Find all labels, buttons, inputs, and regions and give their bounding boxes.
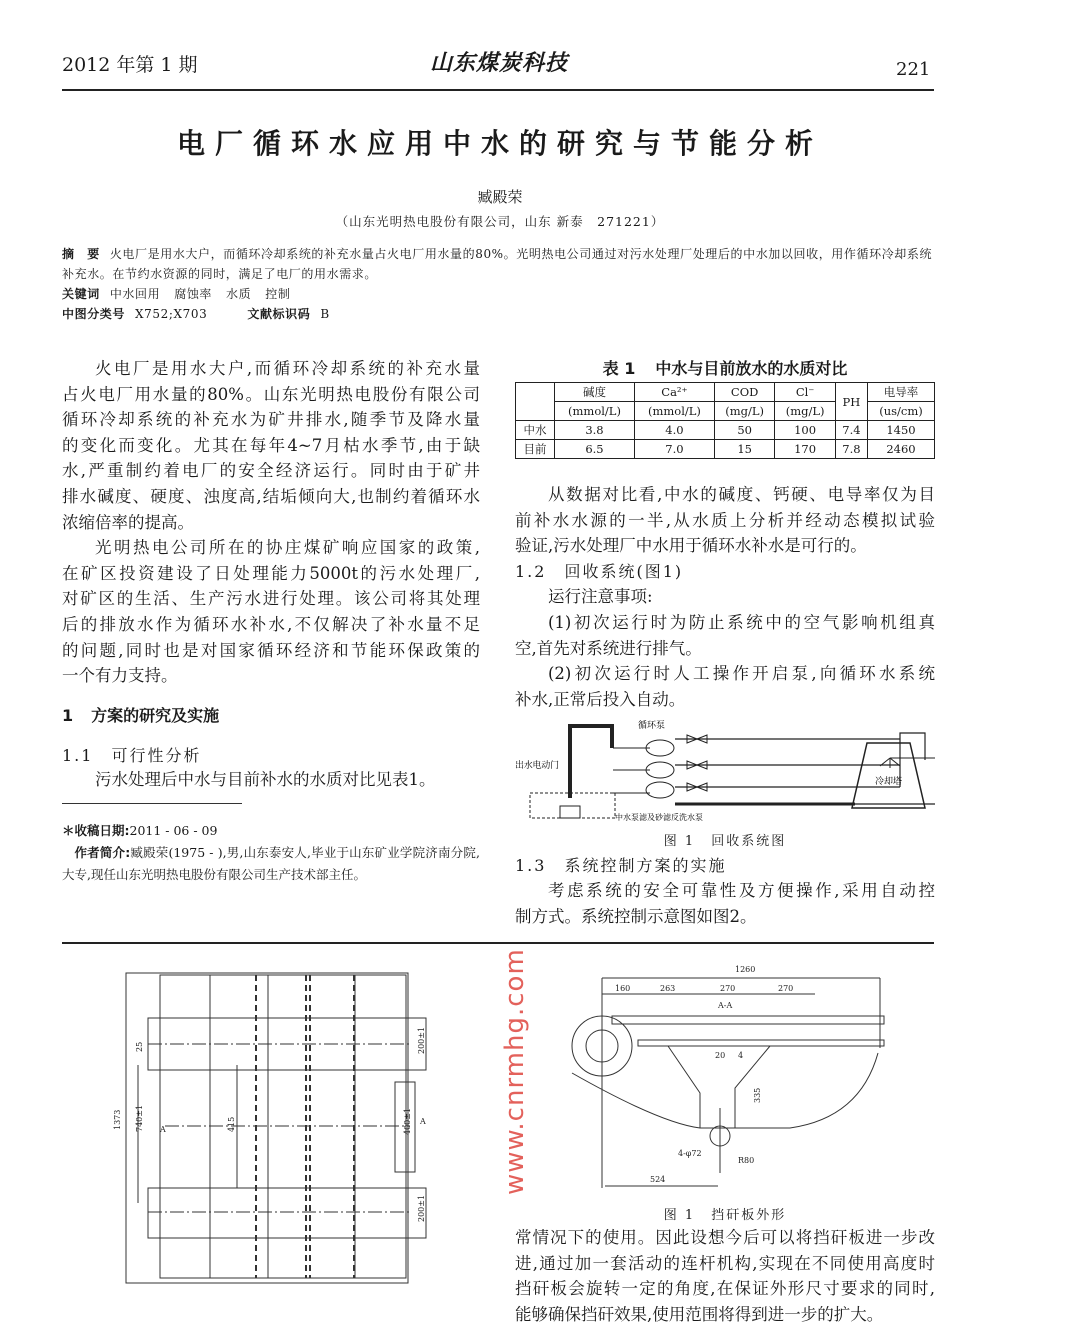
cell: 170 <box>775 440 835 459</box>
journal-logo: 山东煤炭科技 <box>430 51 569 76</box>
section-1-1-text <box>62 767 480 793</box>
text-line: (2)初次运行时人工操作开启泵,向循环水系统 <box>548 664 935 684</box>
column-unit: (mmol/L) <box>555 402 635 421</box>
figure-caption-baffle <box>515 1204 935 1223</box>
text-line: 能够确保挡矸效果,使用范围将得到进一步的扩大。 <box>515 1304 884 1324</box>
keyword: 控制 <box>265 287 291 301</box>
section-1-heading <box>62 703 219 726</box>
text-line: 对矿区的生活、生产污水进行处理。该公司将其处理 <box>62 589 480 609</box>
received-date <box>62 820 480 842</box>
text-line: 的问题,同时也是对国家循环经济和节能环保政策的 <box>62 640 480 660</box>
cell: 3.8 <box>555 421 635 440</box>
baffle-profile-drawing <box>560 958 920 1198</box>
notes-title: 运行注意事项: <box>548 587 653 607</box>
text-line: 考虑系统的安全可靠性及方便操作,采用自动控 <box>548 881 935 900</box>
text-line: 水,严重制约着电厂的安全经济运行。同时由于矿井 <box>62 461 480 481</box>
received-value: 2011 - 06 - 09 <box>129 823 218 838</box>
dimension-label: 524 <box>650 1175 666 1184</box>
section-number: 1.2 <box>515 561 547 581</box>
figure-label: 图 1 <box>663 834 696 849</box>
text-line: 循环冷却系统的补充水为矿井排水,随季节及降水量 <box>62 410 480 430</box>
section-label: A-A <box>718 1001 733 1010</box>
clc-code: X752;X703 <box>135 307 208 321</box>
section-1-1-heading <box>62 743 201 766</box>
text-line: (1)初次运行时为防止系统中的空气影响机组真 <box>548 612 935 632</box>
column-unit: (mg/L) <box>775 402 835 421</box>
classification <box>62 304 937 324</box>
keyword: 腐蚀率 <box>174 287 213 301</box>
text-line: 在矿区投资建设了日处理能力5000t的污水处理厂, <box>62 563 480 583</box>
text-line: 前补水水源的一半,从水质上分析并经动态模拟试验 <box>515 510 935 530</box>
column-header: 碱度 <box>555 383 635 402</box>
keyword: 中水回用 <box>109 287 161 301</box>
text-line: 常情况下的使用。因此设想今后可以将挡矸板进一步改 <box>515 1228 935 1247</box>
column-unit: (mmol/L) <box>634 402 714 421</box>
figure-label: 图 1 <box>663 1208 696 1223</box>
cell: 4.0 <box>634 421 714 440</box>
table-row <box>516 440 935 459</box>
received-label: ＊收稿日期: <box>62 823 130 838</box>
text-line: 的变化而变化。尤其在每年4~7月枯水季节,由于缺 <box>62 435 480 455</box>
text-line: 进,通过加一套活动的连杆机构,实现在不同使用高度时 <box>515 1253 935 1273</box>
affiliation: （山东光明热电股份有限公司，山东 新泰 271221） <box>335 214 665 229</box>
pump-label: 循环泵 <box>638 721 666 731</box>
section-number: 1.3 <box>515 856 547 875</box>
text-line: 一个有力支持。 <box>62 666 178 686</box>
weld-label: 4 <box>738 1051 744 1060</box>
abstract-block <box>62 244 937 324</box>
section-1-2-heading <box>515 559 935 585</box>
text-line: 挡矸板会旋转一定的角度,在保证外形尺寸要求的同时, <box>515 1279 935 1299</box>
pump-box <box>560 806 580 818</box>
dimension-label: 335 <box>753 1087 762 1103</box>
column-header: PH <box>835 383 867 421</box>
issue-label: 2012 年第 1 期 <box>62 54 198 76</box>
clc-label: 中图分类号 <box>62 307 126 321</box>
doc-code: B <box>320 307 330 321</box>
table-title <box>515 356 935 379</box>
bio-text: 臧殿荣(1975 - ),男,山东泰安人,毕业于山东矿业学院济南分院,大专,现任山东光明热电股份有限公司生产技术部主任。 <box>62 845 480 882</box>
footnote <box>62 820 480 886</box>
author-bio <box>62 842 480 886</box>
section-title: 方案的研究及实施 <box>91 706 220 725</box>
text-line: 占火电厂用水量的80%。山东光明热电股份有限公司 <box>62 384 480 404</box>
left-body <box>62 356 480 689</box>
dimension-label: 400±1 <box>403 1107 412 1135</box>
table-row <box>516 421 935 440</box>
dimension-label: 1260 <box>735 965 756 974</box>
dimension-label: 740±1 <box>135 1104 144 1132</box>
section-title: 系统控制方案的实施 <box>564 856 727 875</box>
text-line: 后的排放水作为循环水补水,不仅解决了补水量不足 <box>62 614 480 634</box>
section-1-3-heading <box>515 853 726 876</box>
text-line: 浓缩倍率的提高。 <box>62 512 194 532</box>
bottom-text <box>515 1225 935 1327</box>
dimension-label: 4-φ72 <box>678 1149 702 1158</box>
table-unit-row <box>516 402 935 421</box>
section-marker: A <box>160 1125 166 1134</box>
dimension-label: R80 <box>738 1156 755 1165</box>
dimension-label: 200±1 <box>417 1026 426 1054</box>
text-line: 光明热电公司所在的协庄煤矿响应国家的政策, <box>95 538 480 558</box>
keyword: 水质 <box>226 287 252 301</box>
cell: 15 <box>714 440 774 459</box>
abstract <box>62 244 937 284</box>
pump-icon <box>646 782 674 798</box>
water-quality-table <box>515 382 935 459</box>
dimension-label: 415 <box>227 1116 236 1132</box>
page-number: 221 <box>896 59 931 80</box>
column-unit: (mg/L) <box>714 402 774 421</box>
table-corner <box>516 383 555 421</box>
dimension-label: 200±1 <box>417 1194 426 1222</box>
figure-caption: 回收系统图 <box>711 834 787 849</box>
dimension-label: 263 <box>660 984 676 993</box>
column-header: Cl⁻ <box>775 383 835 402</box>
cooling-tower <box>852 743 925 808</box>
dimension-label: 270 <box>720 984 736 993</box>
footnote-rule <box>62 803 242 804</box>
dimension-label: 270 <box>778 984 794 993</box>
row-label: 中水 <box>516 421 555 440</box>
section-rule <box>62 942 934 944</box>
section-title: 回收系统(图1) <box>564 561 684 581</box>
watermark: www.cnrmhg.com <box>500 948 530 1195</box>
cell: 50 <box>714 421 774 440</box>
column-header: Ca²⁺ <box>634 383 714 402</box>
doc-code-label: 文献标识码 <box>247 307 311 321</box>
text-line: 火电厂是用水大户,而循环冷却系统的补充水量 <box>95 359 480 378</box>
figure-caption: 挡矸板外形 <box>711 1208 787 1223</box>
figure-1-caption <box>515 830 935 849</box>
weld-label: 20 <box>715 1051 726 1060</box>
valve-icon <box>687 735 707 791</box>
text-line: 从数据对比看,中水的碱度、钙硬、电导率仅为目 <box>548 485 935 504</box>
section-number: 1.1 <box>62 746 94 765</box>
keywords-label: 关键词 <box>62 287 100 301</box>
table-caption: 中水与目前放水的水质对比 <box>655 359 848 378</box>
right-body <box>515 482 935 712</box>
dimension-label: 25 <box>135 1041 144 1052</box>
valve-label: 出水电动门 <box>515 761 559 771</box>
section-title: 可行性分析 <box>111 746 202 765</box>
text-line: 验证,污水处理厂中水用于循环水补水是可行的。 <box>515 536 867 556</box>
table-label: 表 1 <box>602 359 636 378</box>
abstract-label: 摘 要 <box>62 247 100 261</box>
abstract-text: 火电厂是用水大户，而循环冷却系统的补充水量占火电厂用水量的80%。光明热电公司通过对污水处理厂处理后的中水加以回收，用作循环冷却系统补充水。在节约水资源的同时，满足了电厂的用水需求。 <box>62 247 933 281</box>
pump-icon <box>646 762 674 778</box>
table-header-row <box>516 383 935 402</box>
text-line: 补水,正常后投入自动。 <box>515 689 686 709</box>
tower-label: 冷却塔 <box>875 777 903 787</box>
article-title: 电厂循环水应用中水的研究与节能分析 <box>176 127 823 160</box>
text-line: 污水处理后中水与目前补水的水质对比见表1。 <box>95 770 436 789</box>
cell: 7.0 <box>634 440 714 459</box>
recovery-system-diagram <box>515 708 935 823</box>
text-line: 空,首先对系统进行排气。 <box>515 638 702 658</box>
cell: 2460 <box>867 440 934 459</box>
section-1-3-text <box>515 878 935 929</box>
row-label: 目前 <box>516 440 555 459</box>
section-marker: A <box>420 1117 426 1126</box>
cell: 7.8 <box>835 440 867 459</box>
dimension-label: 160 <box>615 984 631 993</box>
cell: 6.5 <box>555 440 635 459</box>
column-unit: (us/cm) <box>867 402 934 421</box>
column-header: COD <box>714 383 774 402</box>
cell: 1450 <box>867 421 934 440</box>
text-line: 制方式。系统控制示意图如图2。 <box>515 906 757 926</box>
comparison-paragraph <box>515 482 935 559</box>
cell: 100 <box>775 421 835 440</box>
dimension-label: 1373 <box>113 1109 122 1130</box>
section-number: 1 <box>62 706 74 725</box>
baffle-plan-drawing <box>110 960 470 1300</box>
pump-icon <box>646 740 674 756</box>
backwash-label: 中水泵滤及砂滤反洗水泵 <box>615 813 703 822</box>
keywords <box>62 284 937 304</box>
column-header: 电导率 <box>867 383 934 402</box>
cell: 7.4 <box>835 421 867 440</box>
outlet-pipe <box>570 726 612 798</box>
header-rule <box>62 89 934 91</box>
author: 臧殿荣 <box>477 188 523 206</box>
bio-label: 作者简介: <box>74 845 131 860</box>
text-line: 排水碱度、硬度、浊度高,结垢倾向大,也制约着循环水 <box>62 486 480 506</box>
notes-list <box>515 610 935 712</box>
